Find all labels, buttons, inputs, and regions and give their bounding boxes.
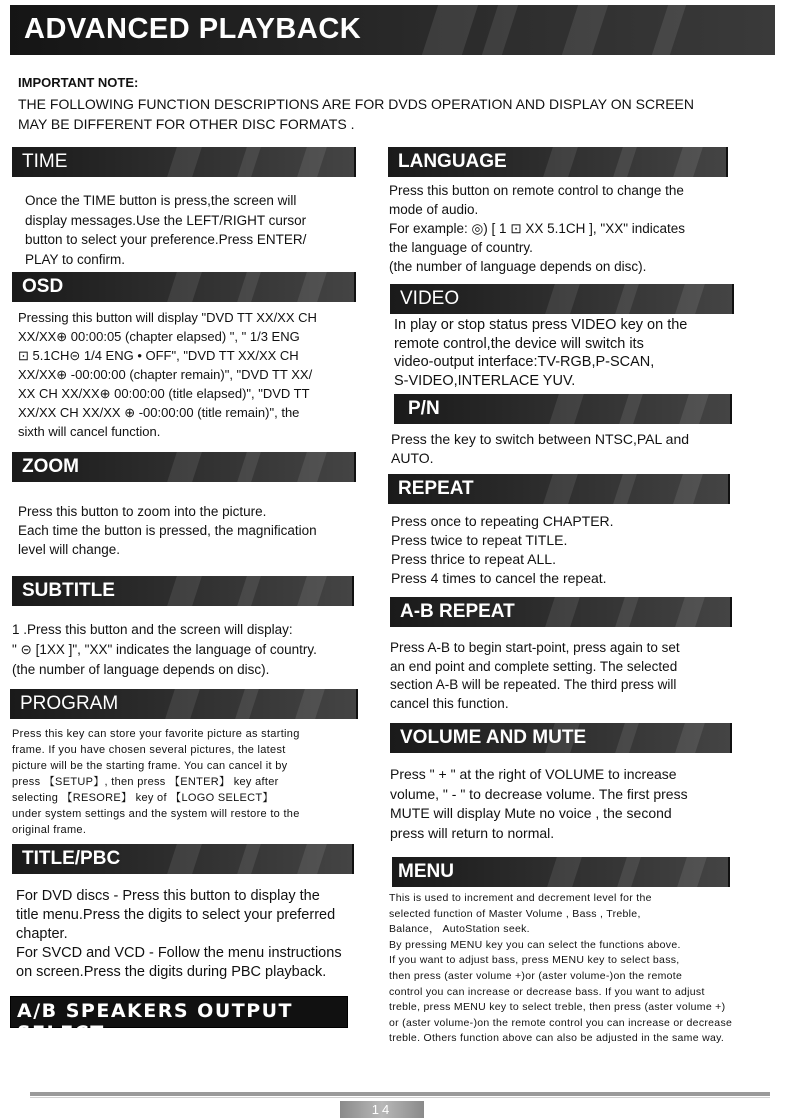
text-line: sixth will cancel function. [18, 424, 161, 439]
text-line: Each time the button is pressed, the magnification [18, 523, 317, 538]
text-line: the language of country. [389, 240, 533, 255]
text-line: Press this key can store your favorite picture as starting [12, 728, 300, 740]
text-line: By pressing MENU key you can select the functions above. [389, 938, 681, 951]
text-line: original frame. [12, 824, 87, 836]
text-line: MUTE will display Mute no voice , the second [390, 805, 672, 821]
section-header-menu [392, 857, 730, 887]
section-body-menu [389, 891, 784, 1047]
section-body-language [389, 181, 739, 276]
section-title: LANGUAGE [398, 151, 507, 172]
text-line: S-VIDEO,INTERLACE YUV. [394, 372, 576, 389]
text-line: Press this button on remote control to change the [389, 183, 684, 198]
section-header-titlepbc [12, 844, 354, 874]
section-body-program [12, 726, 367, 838]
section-header-abrepeat [390, 597, 732, 627]
text-line: press will return to normal. [390, 824, 555, 841]
text-line: Press A-B to begin start-point, press again to set [390, 640, 680, 655]
text-line: under system settings and the system will restore to the [12, 808, 300, 820]
text-line: display messages.Use the LEFT/RIGHT cursor [25, 212, 307, 228]
footer-rule [30, 1092, 770, 1096]
section-title: A/B SPEAKERS OUTPUT SELECT [17, 1000, 294, 1044]
text-line: For example: ◎) [ 1 ⊡ XX 5.1CH ], "XX" indicates [389, 221, 686, 236]
text-line: press 【SETUP】, then press 【ENTER】 key after [12, 776, 279, 788]
text-line: Press " + " at the right of VOLUME to increase [390, 766, 677, 782]
section-body-osd [18, 308, 358, 441]
text-line: AUTO. [391, 450, 434, 466]
text-line: treble. Others function above can also be adjusted in the same way. [389, 1032, 725, 1045]
text-line: section A-B will be repeated. The third press will [390, 677, 677, 692]
text-line: remote control,the device will switch its [394, 335, 644, 352]
section-header-volume [390, 723, 732, 753]
text-line: (the number of language depends on disc). [12, 662, 270, 677]
section-header-pn [394, 394, 732, 424]
section-title: PROGRAM [20, 693, 119, 714]
section-body-titlepbc [16, 887, 361, 982]
section-body-volume [390, 765, 740, 843]
section-header-video [390, 284, 734, 314]
section-body-time [25, 191, 355, 269]
text-line: or (aster volume-)on the remote control you can increase or decrease [389, 1016, 733, 1029]
section-body-video [394, 316, 744, 390]
section-body-abrepeat [390, 639, 740, 713]
text-line: level will change. [18, 542, 121, 557]
section-title: A-B REPEAT [400, 601, 515, 622]
text-line: on screen.Press the digits during PBC playback. [16, 964, 327, 980]
note-body [18, 94, 738, 134]
text-line: Balance， AutoStation seek. [389, 923, 530, 936]
section-header-zoom [12, 452, 356, 482]
banner-decoration [650, 5, 687, 55]
text-line: control you can increase or decrease bass. If you want to adjust [389, 985, 705, 998]
section-title: REPEAT [398, 478, 474, 499]
section-title: P/N [408, 398, 440, 419]
banner-decoration [480, 5, 519, 55]
text-line: Press the key to switch between NTSC,PAL and [391, 431, 690, 447]
section-header-osd [12, 272, 356, 302]
page-title: ADVANCED PLAYBACK [24, 13, 362, 45]
text-line: chapter. [16, 926, 68, 942]
text-line: (the number of language depends on disc). [389, 259, 647, 274]
text-line: Once the TIME button is press,the screen will [25, 193, 297, 208]
section-title: TIME [22, 151, 68, 172]
banner-decoration [420, 5, 479, 55]
text-line: Pressing this button will display "DVD TT XX/XX CH [18, 310, 317, 325]
text-line: XX CH XX/XX⊕ 00:00:00 (title elapsed)", "DVD TT [18, 386, 310, 401]
text-line: Press once to repeating CHAPTER. [391, 513, 614, 529]
text-line: PLAY to confirm. [25, 251, 126, 267]
section-header-subtitle [12, 576, 354, 606]
section-title: VIDEO [400, 288, 460, 309]
section-header-repeat [388, 474, 730, 504]
text-line: This is used to increment and decrement level for the [389, 892, 652, 904]
text-line: treble, press MENU key to select treble, then press (aster volume +) [389, 1001, 726, 1014]
text-line: selected function of Master Volume , Bass , Treble, [389, 907, 641, 920]
section-title: ZOOM [22, 456, 79, 477]
section-header-program [10, 689, 358, 719]
text-line: title menu.Press the digits to select your preferred [16, 907, 336, 923]
note-title: IMPORTANT NOTE: [18, 75, 139, 90]
text-line: Press 4 times to cancel the repeat. [391, 570, 607, 586]
section-title: VOLUME AND MUTE [400, 727, 587, 748]
section-header-ab-speakers [10, 996, 348, 1044]
text-line: XX/XX⊕ -00:00:00 (chapter remain)", "DVD TT XX/ [18, 367, 313, 382]
text-line: video-output interface:TV-RGB,P-SCAN, [394, 354, 655, 370]
section-title: OSD [22, 276, 64, 297]
section-body-zoom [18, 502, 358, 559]
text-line: selecting 【RESORE】 key of 【LOGO SELECT】 [12, 792, 274, 804]
text-line: volume, " - " to decrease volume. The first press [390, 785, 688, 802]
section-title: TITLE/PBC [22, 848, 121, 869]
text-line: frame. If you have chosen several pictures, the latest [12, 744, 286, 756]
page-number: 14 [340, 1101, 424, 1118]
section-title: MENU [398, 861, 454, 882]
text-line: Press twice to repeat TITLE. [391, 532, 568, 548]
section-header-time [12, 147, 356, 177]
text-line: XX/XX CH XX/XX ⊕ -00:00:00 (title remain)", the [18, 405, 300, 420]
text-line: Press this button to zoom into the picture. [18, 504, 267, 519]
text-line: mode of audio. [389, 202, 479, 217]
note-line: THE FOLLOWING FUNCTION DESCRIPTIONS ARE FOR DVDS OPERATION AND DISPLAY ON SCREEN [18, 96, 694, 112]
text-line: cancel this function. [390, 695, 509, 711]
page-banner [10, 5, 775, 55]
text-line: Press thrice to repeat ALL. [391, 551, 556, 567]
text-line: " ⊝ [1XX ]", "XX" indicates the language of country. [12, 642, 317, 657]
text-line: In play or stop status press VIDEO key on the [394, 317, 688, 333]
text-line: For DVD discs - Press this button to display the [16, 888, 320, 904]
section-body-pn [391, 430, 741, 468]
note-line: MAY BE DIFFERENT FOR OTHER DISC FORMATS . [18, 116, 355, 132]
text-line: For SVCD and VCD - Follow the menu instructions [16, 945, 342, 961]
text-line: XX/XX⊕ 00:00:05 (chapter elapsed) ", " 1/3 ENG [18, 329, 300, 344]
section-body-subtitle [12, 620, 362, 680]
section-title: SUBTITLE [22, 580, 115, 601]
text-line: ⊡ 5.1CH⊝ 1/4 ENG • OFF", "DVD TT XX/XX CH [18, 348, 299, 363]
section-header-language [388, 147, 728, 177]
text-line: button to select your preference.Press ENTER/ [25, 232, 307, 247]
text-line: an end point and complete setting. The selected [390, 658, 678, 674]
footer-rule [30, 1097, 770, 1098]
text-line: picture will be the starting frame. You can cancel it by [12, 760, 288, 772]
banner-decoration [560, 5, 609, 55]
text-line: then press (aster volume +)or (aster volume-)on the remote [389, 969, 683, 982]
text-line: 1 .Press this button and the screen will display: [12, 622, 293, 637]
section-body-repeat [391, 512, 741, 588]
text-line: If you want to adjust bass, press MENU key to select bass, [389, 954, 680, 967]
